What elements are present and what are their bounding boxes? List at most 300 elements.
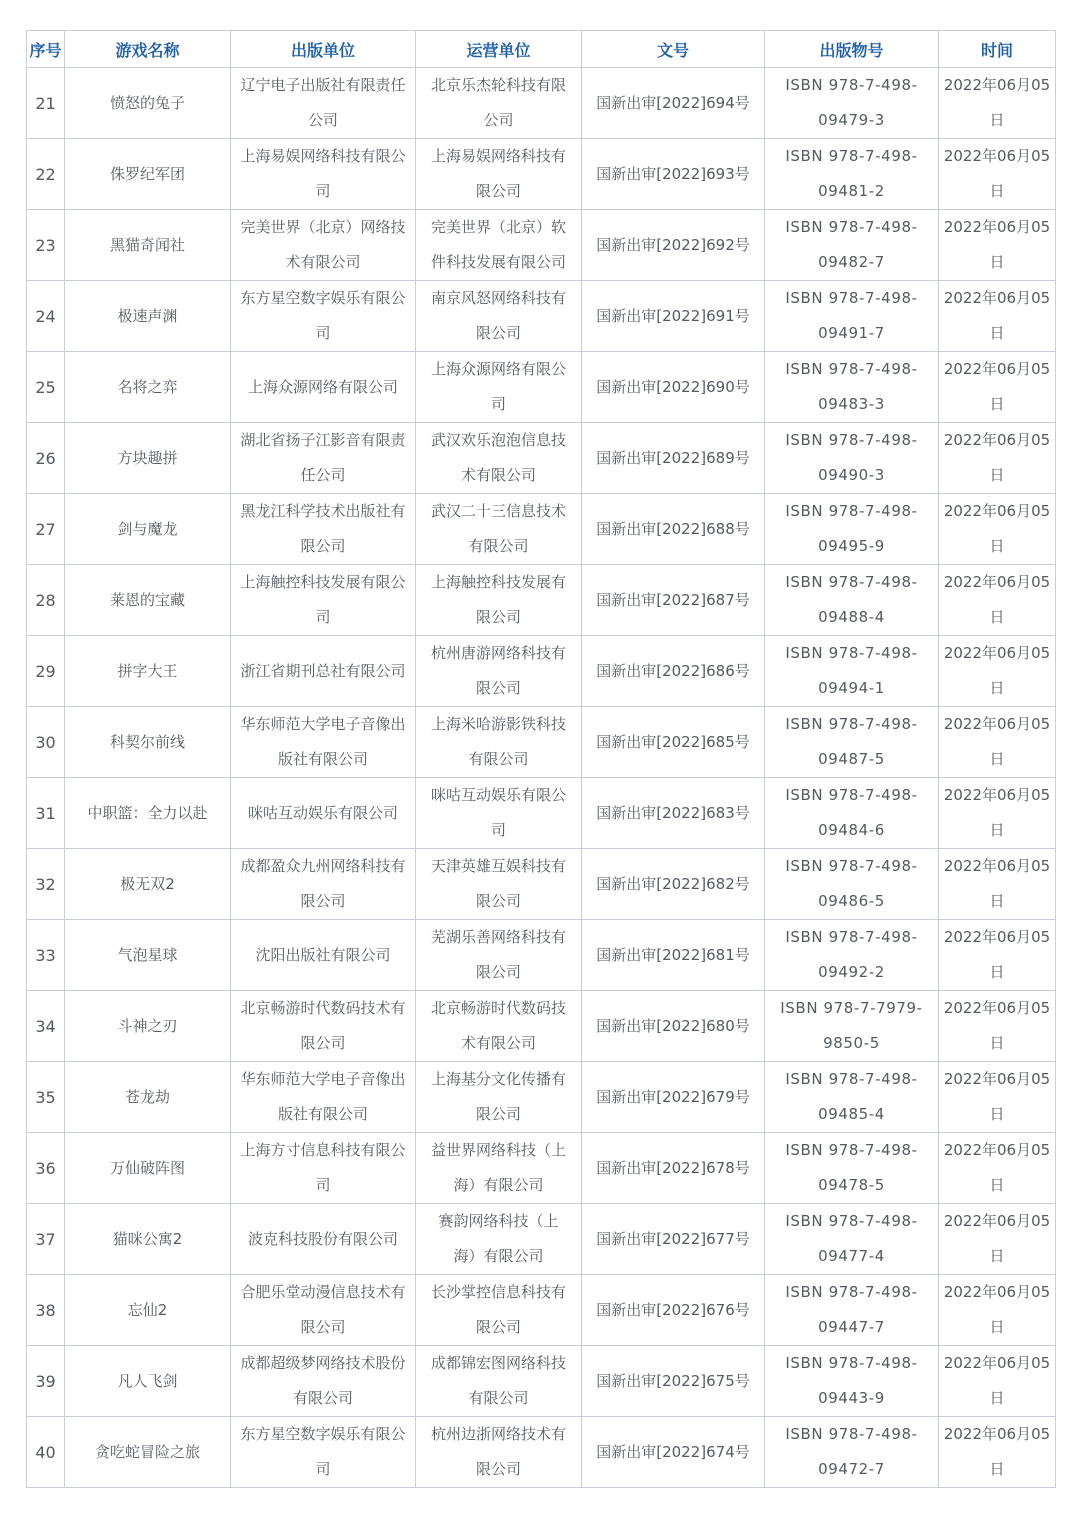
publisher [231,281,416,352]
row-number: 30 [27,707,65,778]
publication-number-line: ISBN 978-7-498- [785,218,918,236]
publisher-line: 司 [315,1176,331,1194]
publication-number-line: ISBN 978-7-498- [785,289,918,307]
header-approval-number: 文号 [582,31,765,68]
publisher [231,849,416,920]
publisher [231,1062,416,1133]
publisher-line: 成都超级梦网络技术股份 [240,1354,406,1372]
approval-date-line: 日 [989,182,1005,200]
publication-number [765,423,939,494]
approval-number: 国新出审[2022]688号 [582,494,765,565]
publication-number [765,281,939,352]
operator-line: 杭州唐游网络科技有 [430,644,566,662]
approval-date [939,210,1056,281]
operator-line: 限公司 [475,608,521,626]
operator [416,68,582,139]
game-name: 猫咪公寓2 [65,1204,231,1275]
operator [416,210,582,281]
publication-number [765,1062,939,1133]
operator [416,1062,582,1133]
publisher-line: 术有限公司 [285,253,361,271]
approval-date-line: 日 [989,1389,1005,1407]
game-name: 中职篮：全力以赴 [65,778,231,849]
table-row [27,778,1056,849]
publisher [231,68,416,139]
publication-number-line: 09495-9 [818,537,885,555]
approval-date-line: 2022年06月05 [943,76,1051,94]
publication-number [765,1346,939,1417]
publication-number-line: ISBN 978-7-498- [785,76,918,94]
publication-number-line: 09490-3 [818,466,885,484]
approval-date-line: 日 [989,608,1005,626]
publisher-line: 东方星空数字娱乐有限公 [240,1425,406,1443]
table-row [27,1417,1056,1488]
publication-number [765,849,939,920]
publication-number-line: 09485-4 [818,1105,885,1123]
approval-date [939,1204,1056,1275]
publication-number [765,139,939,210]
publisher-line: 合肥乐堂动漫信息技术有 [240,1283,406,1301]
publisher [231,565,416,636]
approval-date-line: 日 [989,679,1005,697]
operator [416,1417,582,1488]
game-name: 愤怒的兔子 [65,68,231,139]
operator-line: 北京乐杰轮科技有限 [430,76,566,94]
publisher-line: 司 [315,324,331,342]
publisher-line: 版社有限公司 [277,1105,368,1123]
table-row [27,139,1056,210]
header-no: 序号 [27,31,65,68]
operator-line: 南京风怒网络科技有 [430,289,566,307]
operator-line: 完美世界（北京）软 [430,218,566,236]
publication-number-line: ISBN 978-7-498- [785,644,918,662]
approval-date-line: 日 [989,253,1005,271]
operator-line: 赛韵网络科技（上 [438,1212,559,1230]
publication-number-line: ISBN 978-7-498- [785,502,918,520]
table-row [27,920,1056,991]
approval-number: 国新出审[2022]674号 [582,1417,765,1488]
publisher-line: 成都盈众九州网络科技有 [240,857,406,875]
operator [416,494,582,565]
publication-number-line: 09479-3 [818,111,885,129]
approval-number: 国新出审[2022]677号 [582,1204,765,1275]
approval-date-line: 日 [989,111,1005,129]
publisher [231,707,416,778]
publication-number-line: ISBN 978-7-498- [785,715,918,733]
operator [416,920,582,991]
operator-line: 有限公司 [468,750,529,768]
game-name: 苍龙劫 [65,1062,231,1133]
operator-line: 司 [490,395,506,413]
operator [416,423,582,494]
approval-date-line: 2022年06月05 [943,360,1051,378]
row-number: 24 [27,281,65,352]
row-number: 27 [27,494,65,565]
publication-number-line: 09494-1 [818,679,885,697]
publisher [231,139,416,210]
operator-line: 北京畅游时代数码技 [430,999,566,1017]
publication-number-line: 09484-6 [818,821,885,839]
operator [416,991,582,1062]
approval-number: 国新出审[2022]687号 [582,565,765,636]
operator-line: 限公司 [475,1105,521,1123]
approval-number: 国新出审[2022]681号 [582,920,765,991]
publication-number [765,494,939,565]
operator [416,636,582,707]
approval-date [939,1417,1056,1488]
publisher [231,210,416,281]
approval-date-line: 2022年06月05 [943,289,1051,307]
row-number: 32 [27,849,65,920]
table-row [27,1133,1056,1204]
operator-line: 限公司 [475,324,521,342]
publication-number [765,1204,939,1275]
approval-date-line: 日 [989,324,1005,342]
approval-date-line: 2022年06月05 [943,502,1051,520]
publication-number-line: 09486-5 [818,892,885,910]
publication-number [765,778,939,849]
approval-date-line: 2022年06月05 [943,1425,1051,1443]
approval-date-line: 日 [989,537,1005,555]
approval-date-line: 2022年06月05 [943,1070,1051,1088]
row-number: 39 [27,1346,65,1417]
publisher-line: 上海触控科技发展有限公 [240,573,406,591]
publisher-line: 上海方寸信息科技有限公 [240,1141,406,1159]
operator [416,352,582,423]
approval-date-line: 日 [989,821,1005,839]
row-number: 26 [27,423,65,494]
game-name: 侏罗纪军团 [65,139,231,210]
game-name: 科契尔前线 [65,707,231,778]
row-number: 36 [27,1133,65,1204]
publisher-line: 黑龙江科学技术出版社有 [240,502,406,520]
table-row [27,565,1056,636]
operator [416,565,582,636]
operator-line: 海）有限公司 [453,1247,544,1265]
row-number: 21 [27,68,65,139]
approval-date-line: 2022年06月05 [943,644,1051,662]
approval-date [939,1062,1056,1133]
publisher-line: 限公司 [300,892,346,910]
publisher-line: 辽宁电子出版社有限责任 [240,76,406,94]
publisher [231,1417,416,1488]
approval-number: 国新出审[2022]680号 [582,991,765,1062]
row-number: 34 [27,991,65,1062]
row-number: 31 [27,778,65,849]
row-number: 37 [27,1204,65,1275]
publisher [231,1204,416,1275]
publication-number-line: 09487-5 [818,750,885,768]
publication-number-line: 09478-5 [818,1176,885,1194]
operator [416,778,582,849]
publisher-line: 华东师范大学电子音像出 [240,1070,406,1088]
approval-number: 国新出审[2022]685号 [582,707,765,778]
publication-number-line: 09483-3 [818,395,885,413]
publisher [231,778,416,849]
row-number: 40 [27,1417,65,1488]
game-name: 莱恩的宝藏 [65,565,231,636]
publication-number-line: ISBN 978-7-498- [785,1212,918,1230]
table-row [27,494,1056,565]
operator [416,707,582,778]
approval-date-line: 日 [989,1460,1005,1478]
publisher-line: 华东师范大学电子音像出 [240,715,406,733]
approval-date-line: 日 [989,1034,1005,1052]
approval-date-line: 2022年06月05 [943,1141,1051,1159]
approval-number: 国新出审[2022]682号 [582,849,765,920]
publisher-line: 上海易娱网络科技有限公 [240,147,406,165]
row-number: 28 [27,565,65,636]
approval-date [939,565,1056,636]
publication-number [765,636,939,707]
operator [416,1346,582,1417]
publication-number-line: ISBN 978-7-498- [785,1425,918,1443]
publisher [231,1133,416,1204]
operator-line: 限公司 [475,1318,521,1336]
publisher-line: 咪咕互动娱乐有限公司 [247,803,398,822]
game-name: 贪吃蛇冒险之旅 [65,1417,231,1488]
operator-line: 限公司 [475,892,521,910]
approval-date-line: 2022年06月05 [943,147,1051,165]
approval-number: 国新出审[2022]679号 [582,1062,765,1133]
publication-number-line: ISBN 978-7-498- [785,573,918,591]
game-name: 极无双2 [65,849,231,920]
operator-line: 公司 [483,111,514,129]
publisher-line: 司 [315,608,331,626]
publisher-line: 沈阳出版社有限公司 [255,945,391,964]
game-name: 方块趣拼 [65,423,231,494]
publication-number-line: 09492-2 [818,963,885,981]
game-name: 忘仙2 [65,1275,231,1346]
publisher-line: 完美世界（北京）网络技 [240,218,406,236]
approval-date-line: 2022年06月05 [943,1354,1051,1372]
publisher [231,991,416,1062]
approval-date-line: 2022年06月05 [943,857,1051,875]
publication-number-line: ISBN 978-7-498- [785,1283,918,1301]
header-date: 时间 [939,31,1056,68]
row-number: 23 [27,210,65,281]
table-row [27,636,1056,707]
table-row [27,707,1056,778]
approval-date [939,494,1056,565]
game-name: 黑猫奇闻社 [65,210,231,281]
game-name: 拼字大王 [65,636,231,707]
approval-date [939,920,1056,991]
publication-number-line: ISBN 978-7-498- [785,431,918,449]
row-number: 22 [27,139,65,210]
operator-line: 有限公司 [468,1389,529,1407]
operator [416,281,582,352]
publisher-line: 北京畅游时代数码技术有 [240,999,406,1017]
publisher-line: 浙江省期刊总社有限公司 [240,661,406,680]
operator-line: 芜湖乐善网络科技有 [430,928,566,946]
publisher-line: 波克科技股份有限公司 [247,1229,398,1248]
publication-number-line: 09477-4 [818,1247,885,1265]
publisher-line: 司 [315,1460,331,1478]
approval-number: 国新出审[2022]689号 [582,423,765,494]
game-name: 极速声渊 [65,281,231,352]
approval-date-line: 日 [989,1247,1005,1265]
operator-line: 上海基分文化传播有 [430,1070,566,1088]
publication-number [765,991,939,1062]
header-row [27,31,1056,68]
publisher [231,1346,416,1417]
publication-number [765,1133,939,1204]
approval-date [939,991,1056,1062]
approval-date-line: 日 [989,1176,1005,1194]
approval-date [939,778,1056,849]
row-number: 35 [27,1062,65,1133]
table-row [27,423,1056,494]
operator [416,1204,582,1275]
publication-number-line: ISBN 978-7-498- [785,147,918,165]
table-row [27,849,1056,920]
approval-number: 国新出审[2022]690号 [582,352,765,423]
publication-number-line: 09491-7 [818,324,885,342]
operator-line: 有限公司 [468,537,529,555]
game-name: 气泡星球 [65,920,231,991]
table-row [27,210,1056,281]
approval-date-line: 2022年06月05 [943,928,1051,946]
operator-line: 上海众源网络有限公 [430,360,566,378]
operator-line: 武汉欢乐泡泡信息技 [430,431,566,449]
operator-line: 海）有限公司 [453,1176,544,1194]
approval-date-line: 日 [989,395,1005,413]
operator [416,1275,582,1346]
approval-number: 国新出审[2022]686号 [582,636,765,707]
publisher-line: 有限公司 [292,1389,353,1407]
approval-date-line: 2022年06月05 [943,431,1051,449]
header-game-name: 游戏名称 [65,31,231,68]
approval-date [939,707,1056,778]
game-name: 剑与魔龙 [65,494,231,565]
table-row [27,1275,1056,1346]
approval-date-line: 日 [989,1318,1005,1336]
publication-number-line: 09481-2 [818,182,885,200]
approval-date-line: 2022年06月05 [943,786,1051,804]
operator [416,139,582,210]
game-name: 斗神之刃 [65,991,231,1062]
publisher-line: 司 [315,182,331,200]
publication-number-line: 09447-7 [818,1318,885,1336]
operator-line: 件科技发展有限公司 [430,253,566,271]
approval-date-line: 日 [989,892,1005,910]
approval-number: 国新出审[2022]678号 [582,1133,765,1204]
operator-line: 上海触控科技发展有 [430,573,566,591]
game-name: 凡人飞剑 [65,1346,231,1417]
table-row [27,1204,1056,1275]
operator-line: 上海易娱网络科技有 [430,147,566,165]
publisher [231,636,416,707]
publication-number [765,565,939,636]
publisher [231,494,416,565]
approval-number: 国新出审[2022]692号 [582,210,765,281]
approval-date-line: 2022年06月05 [943,573,1051,591]
operator-line: 限公司 [475,182,521,200]
publication-number [765,1417,939,1488]
approval-number: 国新出审[2022]683号 [582,778,765,849]
game-name: 万仙破阵图 [65,1133,231,1204]
publisher [231,1275,416,1346]
publisher [231,352,416,423]
publication-number-line: ISBN 978-7-7979- [780,999,923,1017]
publication-number [765,920,939,991]
publication-number-line: 09488-4 [818,608,885,626]
row-number: 33 [27,920,65,991]
approval-number: 国新出审[2022]693号 [582,139,765,210]
operator-line: 限公司 [475,963,521,981]
game-name: 名将之弈 [65,352,231,423]
approval-date-line: 2022年06月05 [943,1212,1051,1230]
publication-number-line: ISBN 978-7-498- [785,1070,918,1088]
table-row [27,352,1056,423]
approval-date [939,849,1056,920]
approval-date [939,352,1056,423]
row-number: 29 [27,636,65,707]
row-number: 25 [27,352,65,423]
table-header [27,31,1056,68]
publisher-line: 东方星空数字娱乐有限公 [240,289,406,307]
publication-number [765,210,939,281]
approval-date [939,423,1056,494]
approval-date-line: 日 [989,750,1005,768]
table-row [27,68,1056,139]
approval-number: 国新出审[2022]691号 [582,281,765,352]
table-row [27,991,1056,1062]
approval-date-line: 2022年06月05 [943,218,1051,236]
approval-number: 国新出审[2022]675号 [582,1346,765,1417]
publication-number-line: ISBN 978-7-498- [785,1354,918,1372]
publisher-line: 限公司 [300,1034,346,1052]
publication-number [765,1275,939,1346]
publication-number-line: 9850-5 [823,1034,880,1052]
operator-line: 司 [490,821,506,839]
publication-number-line: 09472-7 [818,1460,885,1478]
operator-line: 天津英雄互娱科技有 [430,857,566,875]
publication-number [765,707,939,778]
table-body [27,68,1056,1488]
publication-number-line: ISBN 978-7-498- [785,857,918,875]
table-row [27,1346,1056,1417]
publisher-line: 版社有限公司 [277,750,368,768]
operator-line: 长沙掌控信息科技有 [430,1283,566,1301]
approval-date [939,636,1056,707]
table-row [27,281,1056,352]
operator-line: 限公司 [475,679,521,697]
table-row [27,1062,1056,1133]
approval-number: 国新出审[2022]676号 [582,1275,765,1346]
operator [416,1133,582,1204]
publication-number-line: ISBN 978-7-498- [785,1141,918,1159]
publication-number-line: 09443-9 [818,1389,885,1407]
publisher-line: 限公司 [300,1318,346,1336]
approval-date-line: 日 [989,466,1005,484]
publisher-line: 湖北省扬子江影音有限责 [240,431,406,449]
publisher-line: 上海众源网络有限公司 [247,377,398,396]
approval-date [939,1133,1056,1204]
games-table [26,30,1056,1488]
approval-date [939,1275,1056,1346]
approval-date-line: 日 [989,1105,1005,1123]
operator-line: 杭州边浙网络技术有 [430,1425,566,1443]
header-publisher: 出版单位 [231,31,416,68]
publication-number-line: ISBN 978-7-498- [785,786,918,804]
operator-line: 上海米哈游影铁科技 [430,715,566,733]
publisher [231,920,416,991]
approval-date [939,68,1056,139]
approval-date [939,1346,1056,1417]
publisher [231,423,416,494]
